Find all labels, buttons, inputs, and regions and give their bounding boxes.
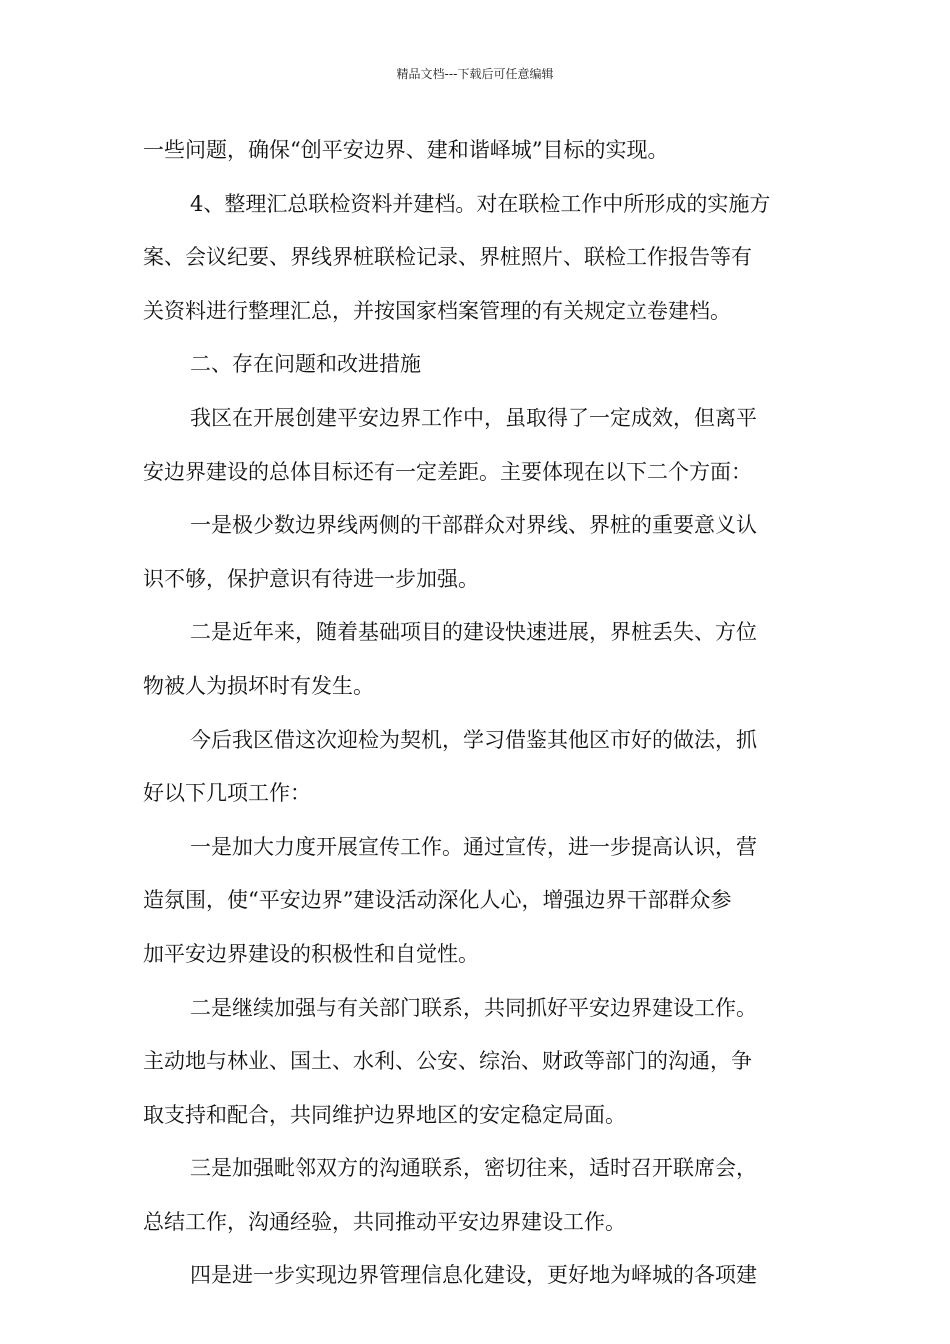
text-line-1: 一些问题，确保“创平安边界、建和谐峄城”目标的实现。 <box>143 138 669 162</box>
text-line-2: 4、整理汇总联检资料并建档。对在联检工作中所形成的实施方 <box>190 191 771 216</box>
text-line-16: 加平安边界建设的积极性和自觉性。 <box>143 941 479 966</box>
page-header: 精品文档---下载后可任意编辑 <box>396 67 554 81</box>
text-line-20: 三是加强毗邻双方的沟通联系，密切往来，适时召开联席会， <box>190 1156 757 1181</box>
text-line-3: 案、会议纪要、界线界桩联检记录、界桩照片、联检工作报告等有 <box>143 245 752 270</box>
text-line-8: 一是极少数边界线两侧的干部群众对界线、界桩的重要意义认 <box>190 513 757 538</box>
text-line-12: 今后我区借这次迎检为契机，学习借鉴其他区市好的做法，抓 <box>190 727 757 752</box>
text-line-9: 识不够，保护意识有待进一步加强。 <box>143 566 479 591</box>
text-line-7: 安边界建设的总体目标还有一定差距。主要体现在以下二个方面： <box>143 459 752 484</box>
text-line-21: 总结工作，沟通经验，共同推动平安边界建设工作。 <box>143 1209 626 1234</box>
text-line-18: 主动地与林业、国土、水利、公安、综治、财政等部门的沟通，争 <box>143 1049 752 1074</box>
text-line-17: 二是继续加强与有关部门联系，共同抓好平安边界建设工作。 <box>190 995 757 1020</box>
text-line-22: 四是进一步实现边界管理信息化建设，更好地为峄城的各项建 <box>190 1263 757 1288</box>
text-line-10: 二是近年来，随着基础项目的建设快速进展，界桩丢失、方位 <box>190 620 757 645</box>
text-line-19: 取支持和配合，共同维护边界地区的安定稳定局面。 <box>143 1102 626 1127</box>
text-line-6: 我区在开展创建平安边界工作中，虽取得了一定成效，但离平 <box>190 405 757 430</box>
text-line-14: 一是加大力度开展宣传工作。通过宣传，进一步提高认识，营 <box>190 834 757 859</box>
text-line-13: 好以下几项工作： <box>143 781 311 806</box>
section-heading: 二、存在问题和改进措施 <box>190 352 421 377</box>
document-body <box>143 124 807 1303</box>
text-line-11: 物被人为损坏时有发生。 <box>143 673 374 698</box>
text-line-4: 关资料进行整理汇总，并按国家档案管理的有关规定立卷建档。 <box>143 298 731 323</box>
text-line-15: 造氛围，使“平安边界”建设活动深化人心，增强边界干部群众参 <box>143 888 732 913</box>
